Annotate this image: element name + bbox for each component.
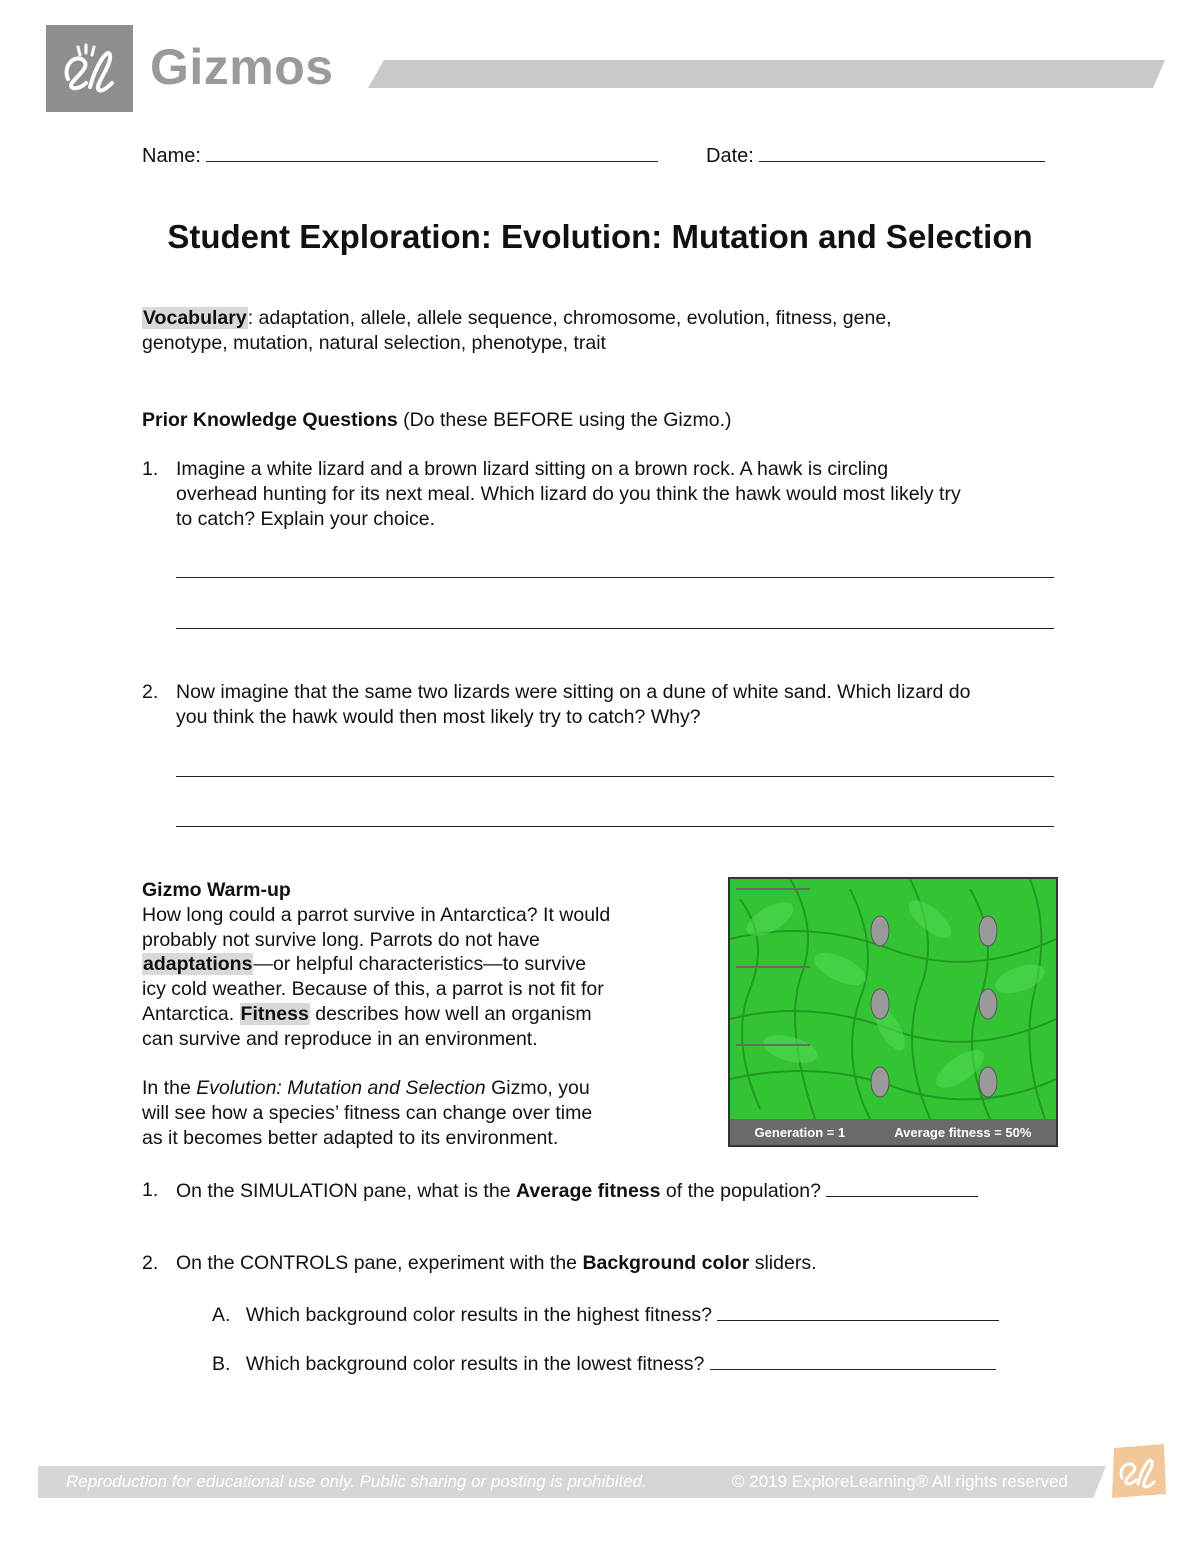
prior-heading-note: (Do these BEFORE using the Gizmo.) [397,409,732,431]
prior-q1-number: 1. [142,458,159,480]
warmup-line: will see how a species’ fitness can change over time [142,1102,593,1125]
warmup-line: as it becomes better adapted to its environment. [142,1126,559,1149]
brand-name: Gizmos [150,39,334,95]
gizmo-name: Evolution: Mutation and Selection [196,1077,486,1100]
prior-q2-line-1: Now imagine that the same two lizards were sitting on a dune of white sand. Which lizard do [176,681,971,703]
warmup-line: —or helpful characteristics—to survive [253,953,587,976]
date-label: Date: [706,145,754,167]
footer-el-logo [1108,1440,1170,1502]
vocabulary-label: Vocabulary [143,307,247,329]
vocabulary-text-2: genotype, mutation, natural selection, phenotype, trait [142,332,606,354]
answer-line[interactable] [176,826,1054,827]
warmup-q2-text: On the CONTROLS pane, experiment with the [176,1252,583,1274]
answer-line[interactable] [176,577,1054,578]
warmup-q1-text: of the population? [660,1180,821,1202]
name-label: Name: [142,145,201,167]
answer-line[interactable] [176,776,1054,777]
generation-label: Generation = 1 [754,1124,846,1140]
average-fitness-term: Average fitness [515,1180,661,1202]
answer-blank[interactable] [826,1178,978,1197]
prior-knowledge-heading [142,408,1062,433]
warmup-line: can survive and reproduce in an environment. [142,1027,538,1050]
explorelearning-el-logo-icon [46,25,133,112]
name-blank[interactable] [206,143,658,162]
warmup-line: icy cold weather. Because of this, a parrot is not fit for [142,978,604,1001]
prior-q2-number: 2. [142,681,159,703]
brand-logo [46,25,133,112]
header-decor-bar [368,60,1165,88]
warmup-line: In the [142,1077,197,1100]
average-fitness-label: Average fitness = 50% [894,1124,1032,1140]
warmup-q2-number: 2. [142,1252,159,1274]
adaptations-term: adaptations [143,953,253,976]
prior-q2-line-2: you think the hawk would then most likely try to catch? Why? [176,706,701,728]
prior-q1-line-3: to catch? Explain your choice. [176,508,436,530]
warmup-line: Gizmo, you [485,1077,590,1100]
gizmo-warmup [142,878,712,1151]
footer-usage-notice: Reproduction for educational use only. Public sharing or posting is prohibited. [66,1472,647,1491]
answer-line[interactable] [176,628,1054,629]
prior-q1-line-2: overhead hunting for its next meal. Which lizard do you think the hawk would most likely try [176,483,961,505]
date-blank[interactable] [759,143,1045,162]
answer-blank[interactable] [717,1302,999,1321]
warmup-heading: Gizmo Warm-up [142,879,291,901]
leaf-background [730,879,1056,1119]
vocabulary-text: : adaptation, allele, allele sequence, chromosome, evolution, fitness, gene, [247,307,892,329]
warmup-line: probably not survive long. Parrots do not have [142,928,540,951]
name-field [142,143,658,168]
explorelearning-el-logo-icon [1108,1440,1170,1502]
sub-question-b-text: Which background color results in the lowest fitness? [245,1353,705,1375]
page-title: Student Exploration: Evolution: Mutation and Selection [167,218,1033,255]
gizmo-status-bar [730,1119,1056,1145]
prior-heading: Prior Knowledge Questions [142,409,398,431]
date-field [706,143,1045,168]
prior-question-1 [142,457,1062,537]
answer-blank[interactable] [710,1351,996,1370]
vocabulary [142,306,1042,356]
fitness-term: Fitness [240,1002,309,1025]
prior-question-2 [142,680,1062,735]
sub-question-b-label: B. [212,1353,231,1375]
warmup-line: describes how well an organism [309,1002,592,1025]
sub-question-a-label: A. [212,1304,231,1326]
warmup-q2-text: sliders. [749,1252,817,1274]
warmup-question-2a [212,1302,1072,1328]
warmup-q1-text: On the SIMULATION pane, what is the [176,1180,516,1202]
background-color-term: Background color [582,1252,750,1274]
warmup-question-2b [212,1351,1072,1377]
gizmo-simulation-image [728,877,1058,1147]
sub-question-a-text: Which background color results in the highest fitness? [245,1304,712,1326]
warmup-line: Antarctica. [142,1002,240,1025]
warmup-line: How long could a parrot survive in Antarctica? It would [142,903,611,926]
prior-q1-line-1: Imagine a white lizard and a brown lizard sitting on a brown rock. A hawk is circling [176,458,889,480]
warmup-q1-number: 1. [142,1179,159,1201]
footer-copyright: © 2019 ExploreLearning® All rights reserved [732,1472,1068,1491]
